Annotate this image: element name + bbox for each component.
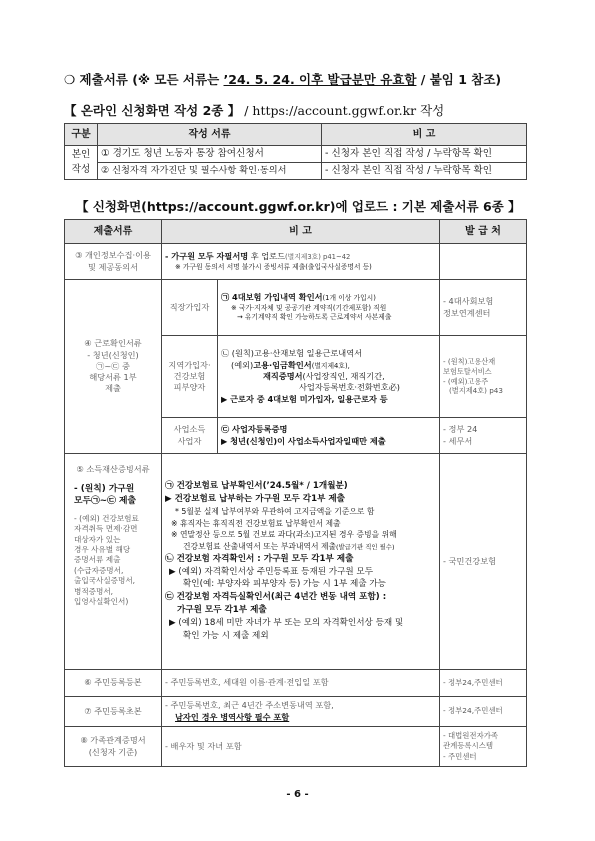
note-text: 사업자등록번호·전화번호必) <box>299 382 400 393</box>
subcategory-label: 사업소득 사업자 <box>162 418 218 454</box>
note-bold: ▶ 근로자 중 4대보험 미가입자, 일용근로자 등 <box>221 393 388 404</box>
note-bold: 가구원 모두 각1부 제출 <box>177 605 267 616</box>
upload-heading: 【 신청화면(https://account.ggwf.or.kr)에 업로드 : 기본 제출서류 6종 】 <box>76 199 521 214</box>
rule-bold: - (원칙) 가구원 모두㉠~㉢ 제출 <box>74 484 137 507</box>
table-row <box>65 244 527 280</box>
note-small: (별지제4호), <box>311 361 350 370</box>
issuer: - 국민건강보험 <box>440 454 527 670</box>
issuer: - 세무서 <box>443 435 473 446</box>
doc-name: ⑦ 주민등록초본 <box>65 697 162 727</box>
upload-docs-table <box>64 219 527 767</box>
table-row <box>65 670 527 697</box>
heading-prefix: ❍ 제출서류 (※ 모든 서류는 <box>64 72 224 87</box>
separator: / <box>240 103 253 118</box>
doc-name: ① 경기도 청년 노동자 통장 참여신청서 <box>98 146 322 163</box>
col-header-document: 작성 서류 <box>98 124 322 146</box>
doc-name: ⑥ 주민등록등본 <box>65 670 162 697</box>
table-row <box>65 727 527 767</box>
note-small: (1개 이상 가입시) <box>322 294 376 303</box>
subcategory-label: 직장가입자 <box>162 280 218 336</box>
doc-subnote: - 청년(신청인) ㉠~㉢ 중 해당서류 1부 제출 <box>87 349 139 394</box>
note-text: ※ 연말정산 등으로 5월 건보료 과다(과소)고지된 경우 증빙을 위해 <box>171 530 397 540</box>
online-form-heading <box>64 101 444 119</box>
table-row <box>65 280 527 336</box>
exception-note: - (예외) 건강보험료 자격취득 면제·감면 대상자가 있는 경우 사유별 해당 증명서류 제출 (수급자증명서, 출입국사실증명서, 병적증명서, 입영사실확인서) <box>74 513 139 607</box>
col-header-note: 비 고 <box>322 124 527 146</box>
note-text: (사업장직인, 재직기간, <box>302 370 385 381</box>
online-form-table <box>64 123 527 180</box>
note-bold: ㉢ 사업자등록증명 <box>221 424 288 435</box>
issuer: - 대법원전자가족 관계등록시스템 <box>443 731 498 751</box>
note-text: ㉡ (원칙)고용·산재보험 일용근로내역서 <box>221 348 363 359</box>
col-header-document: 제출서류 <box>65 220 162 244</box>
note-text: 건강보험료 산출내역서 또는 부과내역서 제출 <box>183 541 337 551</box>
doc-note: - 신청자 본인 직접 작성 / 누락항목 확인 <box>322 163 527 180</box>
note-bold: 재직증명서 <box>263 370 303 381</box>
doc-name: ⑧ 가족관계증명서 (신청자 기준) <box>65 727 162 767</box>
issuer: - (예외)고용주 <box>443 376 489 386</box>
issuer: - 정부24,주민센터 <box>440 670 527 697</box>
note-text: 확인(예: 부양자와 피부양자 등) 가능 시 1부 제출 가능 <box>183 579 386 590</box>
issuer: - 정부24,주민센터 <box>440 697 527 727</box>
table-row <box>65 697 527 727</box>
note-text: ※ 휴직자는 휴직직전 건강보험료 납부확인서 제출 <box>171 518 341 528</box>
online-form-title: 【 온라인 신청화면 작성 2종 】 <box>64 103 241 118</box>
note-text: (예외) <box>231 359 254 370</box>
col-header-issuer: 발 급 처 <box>440 220 527 244</box>
page-number: - 6 - <box>286 789 309 800</box>
note-text: → 유기계약직 확인 가능하도록 근로계약서 사본제출 <box>237 313 392 322</box>
doc-note: - 신청자 본인 직접 작성 / 누락항목 확인 <box>322 146 527 163</box>
note-bold: - 가구원 모두 자필서명 <box>165 251 249 262</box>
note-text: - 주민등록번호, 세대원 이름·관계·전입일 포함 <box>162 670 440 697</box>
note-small: (발급기관 직인 필수) <box>336 542 395 551</box>
doc-name: ④ 근로확인서류 <box>84 338 142 349</box>
table-row <box>65 454 527 670</box>
section-heading <box>64 70 501 88</box>
note-text: ▶ (예외) 자격확인서상 주민등록표 등재된 가구원 모두 <box>169 566 374 577</box>
heading-tail: 작성 <box>416 103 445 118</box>
note-bold: ㉠ 건강보험료 납부확인서(’24.5월* / 1개월분) <box>165 481 348 492</box>
group-label: 본인 작성 <box>65 146 98 180</box>
site-url[interactable]: https://account.ggwf.or.kr <box>252 103 417 118</box>
note-text: * 5월분 실제 납부여부와 무관하여 고지금액을 기준으로 함 <box>175 506 375 516</box>
note-bold: 남자인 경우 병역사항 필수 포함 <box>175 711 290 722</box>
note-bold: ㉢ 건강보험 자격득실확인서(최근 4년간 변동 내역 포함) : <box>165 592 387 603</box>
col-header-note: 비 고 <box>162 220 440 244</box>
note-text: ▶ (예외) 18세 미만 자녀가 부 또는 모의 자격확인서상 등재 및 <box>169 618 404 629</box>
subcategory-label: 지역가입자· 건강보험 피부양자 <box>162 336 218 418</box>
note-text: - 배우자 및 자녀 포함 <box>162 727 440 767</box>
doc-name: ③ 개인정보수집·이용 및 제공동의서 <box>65 244 162 280</box>
heading-validity-date: ’24. 5. 24. 이후 발급분만 유효함 <box>223 72 417 87</box>
note-ref: (별지제3호) p41~42 <box>284 253 351 262</box>
issuer: - 4대사회보험 정보연계센터 <box>440 280 527 336</box>
issuer-ref: (별지제4호) p43 <box>449 386 503 396</box>
note-bold: ㉠ 4대보험 가입내역 확인서 <box>221 292 323 303</box>
issuer: - (원칙)고용산재 보험토탈서비스 <box>443 356 496 376</box>
col-header-category: 구분 <box>65 124 98 146</box>
note-text: 후 업로드 <box>248 251 285 262</box>
note-bold: ▶ 청년(신청인)이 사업소득사업자일때만 제출 <box>221 435 386 446</box>
note-text: 확인 가능 시 제출 제외 <box>183 630 269 641</box>
note-bold: 고용·임금확인서 <box>253 359 312 370</box>
note-bold: ㉡ 건강보험 자격확인서 : 가구원 모두 각1부 제출 <box>165 553 354 564</box>
note-text: - 주민등록번호, 최근 4년간 주소변동내역 포함, <box>165 700 334 711</box>
heading-suffix: / 붙임 1 참조) <box>416 72 502 87</box>
issuer: - 주민센터 <box>443 751 477 761</box>
note-text: ※ 가구원 동의서 서명 불가시 증빙서류 제출(출입국사실증명서 등) <box>175 262 372 271</box>
issuer: - 정부 24 <box>443 424 478 435</box>
table-header-row <box>65 124 527 146</box>
table-row <box>65 163 527 180</box>
table-header-row <box>65 220 527 244</box>
note-text: ※ 국가·지자체 및 공공기관 계약직(기간제포함) 직원 <box>231 303 387 312</box>
doc-name: ⑤ 소득재산증빙서류 <box>76 464 150 474</box>
doc-name: ② 신청자격 자가진단 및 필수사항 확인·동의서 <box>98 163 322 180</box>
note-bold: ▶ 건강보험료 납부하는 가구원 모두 각1부 제출 <box>165 494 345 504</box>
table-row <box>65 146 527 163</box>
